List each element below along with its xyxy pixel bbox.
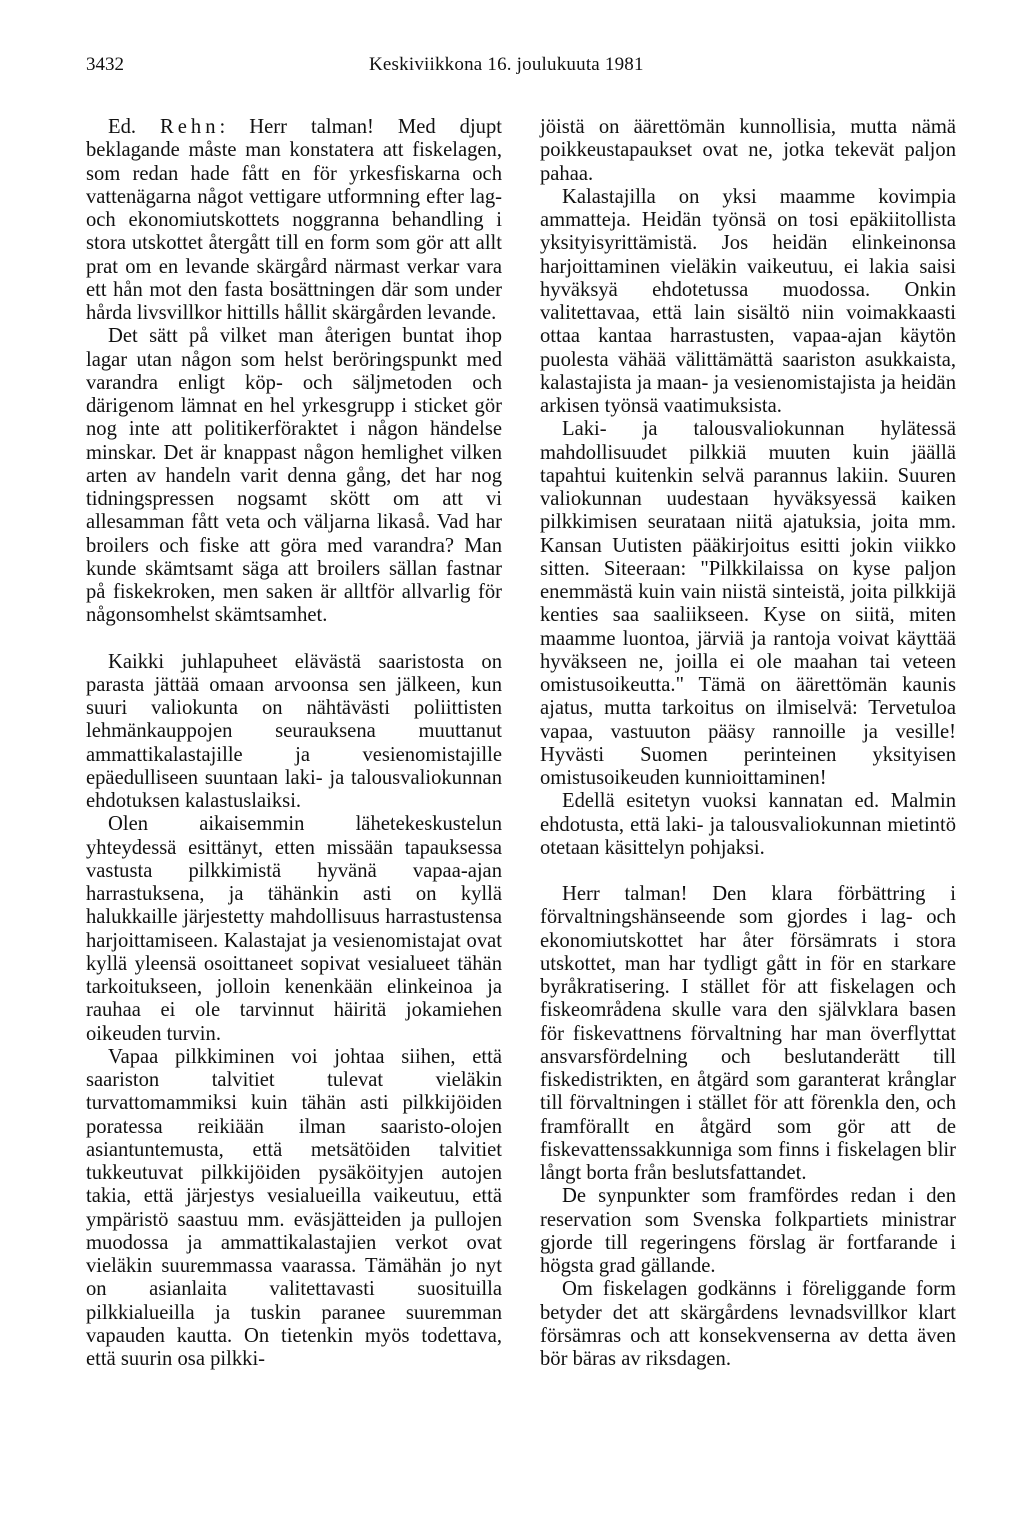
right-column — [540, 116, 956, 1371]
speaker-name: Rehn — [160, 116, 220, 138]
speech-intro-text: : Herr talman! Med djupt beklagande måste man konstatera att fiskelagen, som redan hade fått en för yrkesfiskarna och vattenägarna något vettigare utformning efter lag- och ekonomiutskottets noggranna behandling i stora utskottet återgått till en form som gör att allt prat om en levande skärgård närmast verkar vara ett hån mot den fasta bosättningen där som under hårda livsvillkor hittills hållit skärgården levande. — [86, 116, 502, 324]
page-header — [86, 54, 974, 82]
paragraph-continuation: jöistä on äärettömän kunnollisia, mutta nämä poikkeustapaukset ovat ne, jotka tekevät paljon pahaa. — [540, 116, 956, 185]
speech-prefix: Ed. — [108, 116, 161, 138]
running-head: Keskiviikkona 16. joulukuuta 1981 — [369, 54, 644, 75]
paragraph: Laki- ja talousvaliokunnan hylätessä mahdollisuudet pilkkiä muuten kuin jäällä tapahtui kuitenkin selvä parannus lakiin. Suuren valiokunnan uudestaan hyväksyessä kaiken pilkkimisen seurataan niitä ajatuksia, joita mm. Kansan Uutisten pääkirjoitus esitti jokin viikko sitten. Siteeraan: "Pilkkilaissa on kyse paljon enemmästä kuin vain niistä sinteistä, joita pilkkijä kenties saa saaliikseen. Kyse on siitä, miten maamme luontoa, järviä ja rantoja voivat käyttää hyväkseen ne, joilla ei ole maahan tai veteen omistusoikeutta." Tämä on äärettömän kaunis ajatus, mutta tarkoitus on ilmiselvä: Tervetuloa vapaa, vastuuton pääsy rannoille ja vesille! Hyvästi Suomen perinteinen yksityisen omistusoikeuden kunnioittaminen! — [540, 418, 956, 789]
paragraph: Det sätt på vilket man återigen buntat ihop lagar utan någon som helst beröringspunkt med varandra enligt köp- och säljmetoden och därigenom lämnat en hel yrkesgrupp i sticket gör nog inte att politikerföraktet i någon händelse minskar. Det är knappast någon hemlighet vilken arten av handeln varit denna gång, det har nog tidningspressen nogsamt skött om att vi allesamman fått veta och väljarna likaså. Vad har broilers och fiske att göra med varandra? Man kunde skämtsamt säga att broilers sällan fastnar på fiskekroken, men saken är alltför allvarlig för någonsomhelst skämtsamhet. — [86, 325, 502, 627]
left-column — [86, 116, 502, 1371]
paragraph: De synpunkter som framfördes redan i den reservation som Svenska folkpartiets ministrar gjorde till regeringens förslag är fortfarande i högsta grad gällande. — [540, 1185, 956, 1277]
paragraph: Herr talman! Den klara förbättring i förvaltningshänseende som gjordes i lag- och ekonomiutskottet har åter försämrats i stora utskottet, man har tydligt gått in för en starkare byråkratisering. I stället för att fiskelagen och fiskeområdena skulle vara den självklara basen för fiskevattnens förvaltning har man överflyttat ansvarsfördelning och beslutanderätt till fiskedistrikten, en åtgärd som garanterat krånglar till förvaltningen i stället för att förenkla den, och framförallt en åtgärd som gör att de fiskevattenssakkunniga som finns i fiskelagen blir långt borta från beslutsfattandet. — [540, 883, 956, 1184]
paragraph: Om fiskelagen godkänns i föreliggande form betyder det att skärgårdens levnadsvillkor klart försämras och att konsekvenserna av detta även bör bäras av riksdagen. — [540, 1278, 956, 1370]
paragraph: Vapaa pilkkiminen voi johtaa siihen, että saariston talvitiet tulevat vieläkin turvattomammiksi kuin tähän asti pilkkijöiden poratessa reikiään ilman saaristo-olojen asiantuntemusta, että metsätöiden talvitiet tukkeutuvat pilkkijöiden pysäköityjen autojen takia, että järjestys vesialueilla vaikeutuu, että ympäristö saastuu mm. eväsjätteiden ja pullojen muodossa ja ammattikalastajien verkot ovat vieläkin suuremmassa vaarassa. Tämähän jo nyt on asianlaita valitettavasti suosituilla pilkkialueilla ja tuskin paranee suuremman vapauden kautta. On tietenkin myös todettava, että suurin osa pilkki- — [86, 1045, 502, 1370]
paragraph: Kalastajilla on yksi maamme kovimpia ammatteja. Heidän työnsä on tosi epäkiitollista yksityisyrittämistä. Jos heidän elinkeinonsa harjoittaminen vieläkin vaikeutuu, ei lakia saisi hyväksyä ehdotetussa muodossa. Onkin valitettavaa, että lain sisältö niin voimakkaasti ottaa kantaa harrastusten, vapaa-ajan käytön puolesta vähää välittämättä saariston asukkaista, kalastajista ja maan- ja vesienomistajista ja heidän arkisen työnsä vaatimuksista. — [540, 185, 956, 417]
paragraph: Kaikki juhlapuheet elävästä saaristosta on parasta jättää omaan arvoonsa sen jälkeen, kun suuri valiokunta on nähtävästi poliittisten lehmänkauppojen seurauksena muuttanut ammattikalastajille ja vesienomistajille epäedulliseen suuntaan laki- ja talousvaliokunnan ehdotuksen kalastuslaiksi. — [86, 650, 502, 812]
paragraph: Edellä esitetyn vuoksi kannatan ed. Malmin ehdotusta, että laki- ja talousvaliokunnan mietintö otetaan käsittelyn pohjaksi. — [540, 790, 956, 859]
page-number: 3432 — [86, 54, 124, 75]
paragraph: Olen aikaisemmin lähetekeskustelun yhteydessä esittänyt, etten missään tapauksessa vastusta pilkkimistä hyvänä vapaa-ajan harrastuksena, ja tähänkin asti on kyllä halukkaille järjestetty mahdollisuus harrastustensa harjoittamiseen. Kalastajat ja vesienomistajat ovat kyllä yleensä osoittaneet sopivat vesialueet tähän tarkoitukseen, jolloin kenenkään elinkeinoa ja rauhaa ei ole tarvinnut häiritä jokamiehen oikeuden turvin. — [86, 813, 502, 1045]
speech-intro-paragraph — [86, 116, 502, 325]
